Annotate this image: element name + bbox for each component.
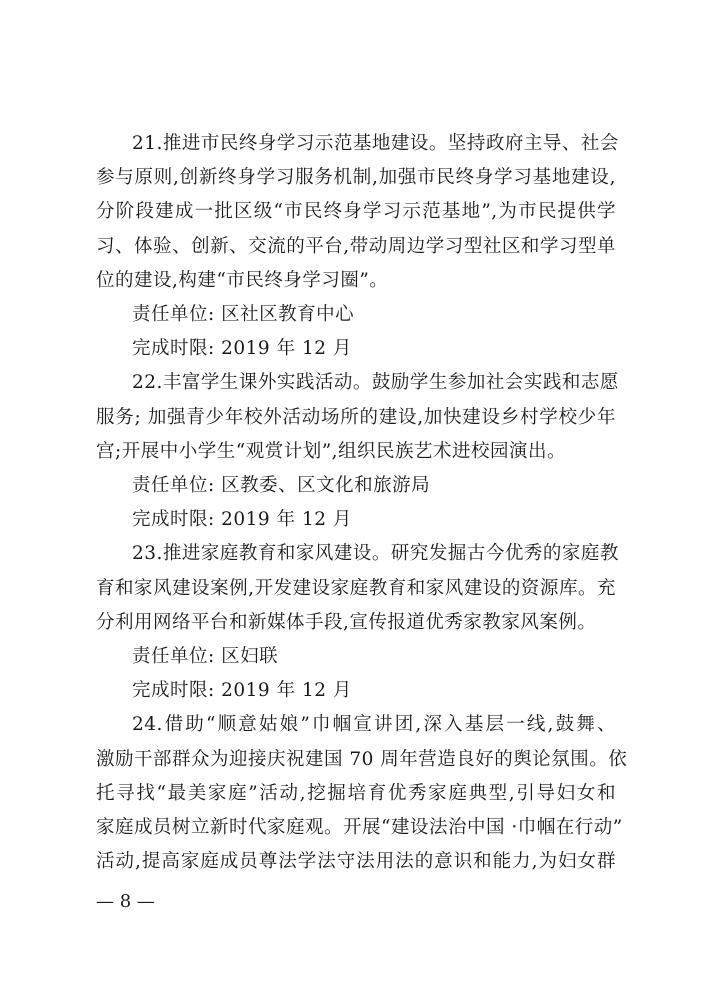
paragraph-23-line-2: 育和家风建设案例,开发建设家庭教育和家风建设的资源库。充 — [96, 578, 616, 599]
responsible-unit-22: 责任单位: 区教委、区文化和旅游局 — [132, 475, 431, 496]
paragraph-22-line-1: 22.丰富学生课外实践活动。鼓励学生参加社会实践和志愿 — [132, 372, 619, 393]
deadline-23: 完成时限: 2019 年 12 月 — [132, 680, 352, 701]
responsible-unit-21: 责任单位: 区社区教育中心 — [132, 304, 355, 325]
paragraph-23-line-3: 分利用网络平台和新媒体手段,宣传报道优秀家教家风案例。 — [96, 612, 597, 633]
paragraph-23-line-1: 23.推进家庭教育和家风建设。研究发掘古今优秀的家庭教 — [132, 543, 619, 564]
paragraph-24-line-3: 托寻找“最美家庭”活动,挖掘培育优秀家庭典型,引导妇女和 — [96, 783, 616, 804]
responsible-unit-23: 责任单位: 区妇联 — [132, 646, 279, 667]
paragraph-24-line-5: 活动,提高家庭成员尊法学法守法用法的意识和能力,为妇女群 — [96, 851, 616, 872]
paragraph-21-line-2: 参与原则,创新终身学习服务机制,加强市民终身学习基地建设, — [96, 167, 616, 188]
paragraph-21-line-5: 位的建设,构建“市民终身学习圈”。 — [96, 270, 389, 291]
page-number: — 8 — — [96, 891, 155, 912]
paragraph-21-line-1: 21.推进市民终身学习示范基地建设。坚持政府主导、社会 — [132, 133, 619, 154]
paragraph-24-line-2: 激励干部群众为迎接庆祝建国 70 周年营造良好的舆论氛围。依 — [96, 749, 628, 770]
paragraph-24-line-1: 24.借助“顺意姑娘”巾帼宣讲团,深入基层一线,鼓舞、 — [132, 714, 616, 735]
paragraph-21-line-4: 习、体验、创新、交流的平台,带动周边学习型社区和学习型单 — [96, 236, 616, 257]
paragraph-22-line-3: 宫;开展中小学生“观赏计划”,组织民族艺术进校园演出。 — [96, 441, 567, 462]
paragraph-22-line-2: 服务; 加强青少年校外活动场所的建设,加快建设乡村学校少年 — [96, 407, 616, 428]
paragraph-21-line-3: 分阶段建成一批区级“市民终身学习示范基地”,为市民提供学 — [96, 201, 616, 222]
deadline-21: 完成时限: 2019 年 12 月 — [132, 338, 352, 359]
deadline-22: 完成时限: 2019 年 12 月 — [132, 509, 352, 530]
paragraph-24-line-4: 家庭成员树立新时代家庭观。开展“建设法治中国 ·巾帼在行动” — [96, 817, 623, 838]
